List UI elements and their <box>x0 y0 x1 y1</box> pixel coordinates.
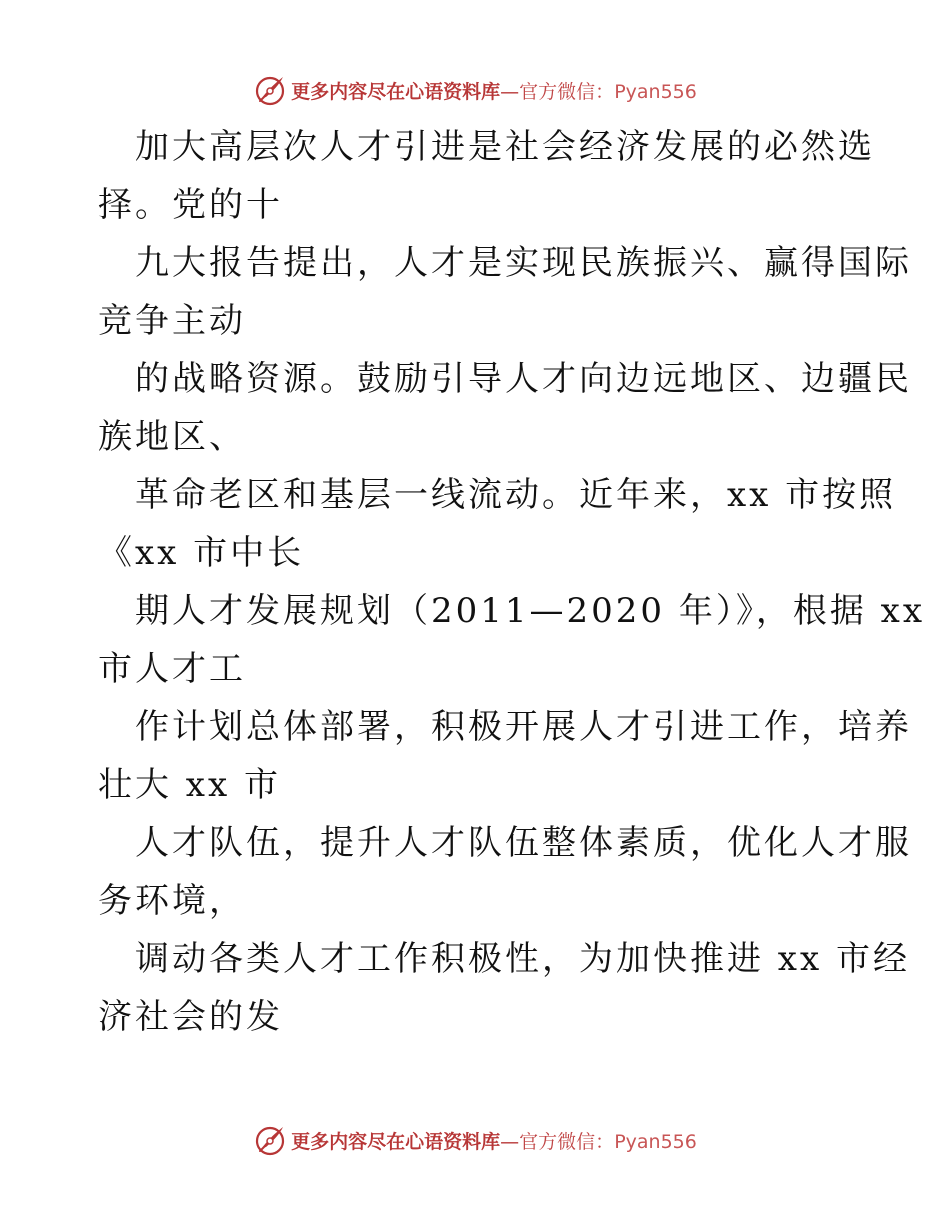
footer-wechat-id: Pyan556 <box>614 1130 697 1153</box>
header-separator: — <box>500 80 520 103</box>
body-line: 市人才工 <box>98 649 246 689</box>
footer-text <box>291 1127 697 1154</box>
header-text <box>291 77 697 104</box>
body-line: 择。党的十 <box>98 185 283 225</box>
footer-separator: — <box>500 1130 520 1153</box>
body-line: 济社会的发 <box>98 997 283 1037</box>
body-line: 壮大 xx 市 <box>98 765 281 805</box>
quill-pen-logo-icon <box>253 1123 287 1157</box>
body-line: 竞争主动 <box>98 301 246 341</box>
body-line: 务环境， <box>98 881 246 921</box>
body-line: 调动各类人才工作积极性，为加快推进 xx 市经 <box>135 939 910 979</box>
quill-pen-logo-icon <box>253 73 287 107</box>
body-line: 九大报告提出，人才是实现民族振兴、赢得国际 <box>135 243 912 283</box>
body-line: 加大高层次人才引进是社会经济发展的必然选 <box>135 127 875 167</box>
body-line: 期人才发展规划（2011—2020 年）》，根据 xx <box>135 591 926 631</box>
footer-main-text: 更多内容尽在心语资料库 <box>291 1130 501 1153</box>
body-line: 族地区、 <box>98 417 246 457</box>
footer-wechat-label: 官方微信： <box>519 1130 615 1153</box>
header-banner <box>0 70 950 110</box>
body-line: 革命老区和基层一线流动。近年来，xx 市按照 <box>135 475 897 515</box>
header-wechat-id: Pyan556 <box>614 80 697 103</box>
header-wechat-label: 官方微信： <box>519 80 615 103</box>
footer-banner <box>0 1120 950 1160</box>
body-line: 的战略资源。鼓励引导人才向边远地区、边疆民 <box>135 359 912 399</box>
body-line: 人才队伍，提升人才队伍整体素质，优化人才服 <box>135 823 912 863</box>
body-line: 作计划总体部署，积极开展人才引进工作，培养 <box>135 707 912 747</box>
body-line: 《xx 市中长 <box>98 533 305 573</box>
document-body <box>98 118 926 1046</box>
header-main-text: 更多内容尽在心语资料库 <box>291 80 501 103</box>
